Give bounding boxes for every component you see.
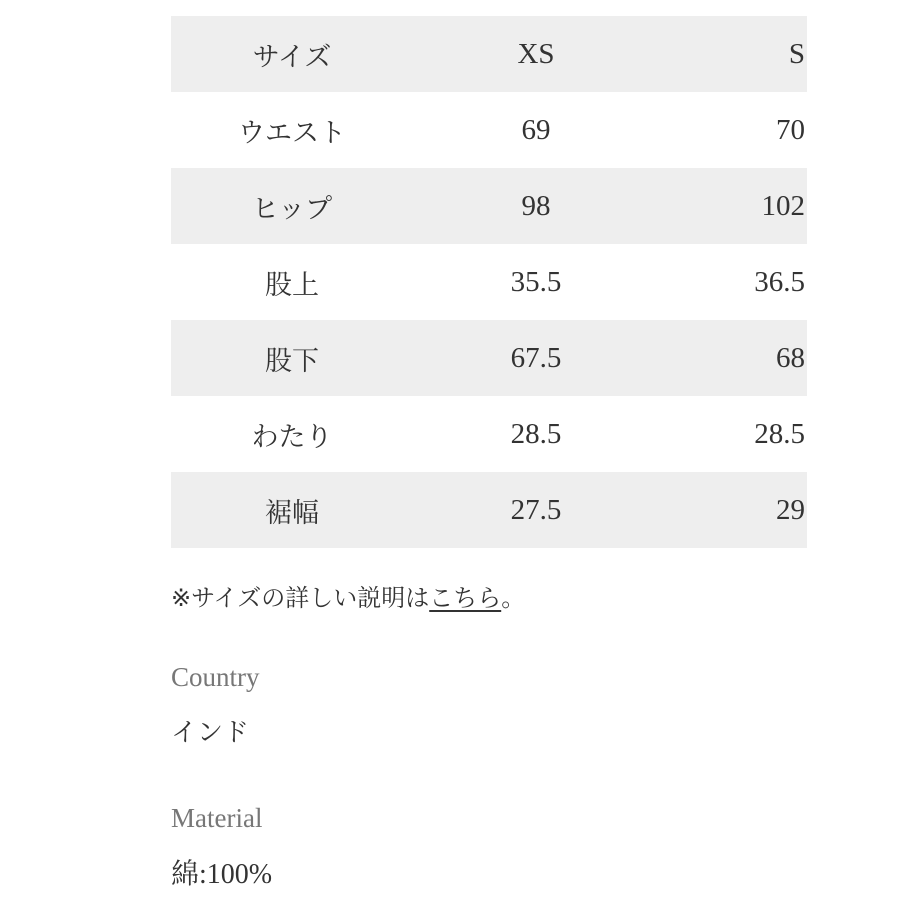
xs-value-hem: 27.5 (413, 472, 659, 548)
size-table-header-row (171, 16, 807, 92)
xs-value-waist: 69 (521, 113, 551, 146)
xs-value-thigh: 28.5 (510, 417, 562, 450)
size-table (171, 16, 807, 548)
s-value-waist: 70 (776, 113, 805, 146)
size-column-header: サイズ (171, 16, 413, 92)
country-label: Country (171, 662, 260, 692)
measurement-label-rise: 股上 (265, 269, 319, 301)
size-guide-note-suffix: 。 (501, 584, 526, 612)
s-value-hem: 29 (659, 472, 807, 548)
country-value: インド (171, 718, 250, 748)
table-row (171, 244, 807, 320)
xs-column-header: XS (413, 16, 659, 92)
measurement-label-inseam: 股下 (171, 320, 413, 396)
size-guide-link[interactable]: こちら (429, 584, 502, 612)
s-value-hip: 102 (659, 168, 807, 244)
measurement-label-hem: 裾幅 (171, 472, 413, 548)
size-guide-note-text: ※サイズの詳しい説明は (171, 584, 430, 612)
table-row (171, 92, 807, 168)
xs-value-hip: 98 (413, 168, 659, 244)
xs-value-rise: 35.5 (510, 265, 562, 298)
measurement-label-thigh: わたり (251, 421, 333, 453)
measurement-label-waist: ウエスト (238, 117, 346, 149)
material-label: Material (171, 803, 263, 833)
table-row (171, 396, 807, 472)
table-row (171, 168, 807, 244)
s-value-rise: 36.5 (754, 265, 805, 298)
measurement-label-hip: ヒップ (171, 168, 413, 244)
s-column-header: S (659, 16, 807, 92)
xs-value-inseam: 67.5 (413, 320, 659, 396)
table-row (171, 472, 807, 548)
table-row (171, 320, 807, 396)
s-value-thigh: 28.5 (754, 417, 805, 450)
s-value-inseam: 68 (659, 320, 807, 396)
material-value: 綿:100% (171, 859, 273, 890)
size-guide-note (171, 578, 525, 613)
